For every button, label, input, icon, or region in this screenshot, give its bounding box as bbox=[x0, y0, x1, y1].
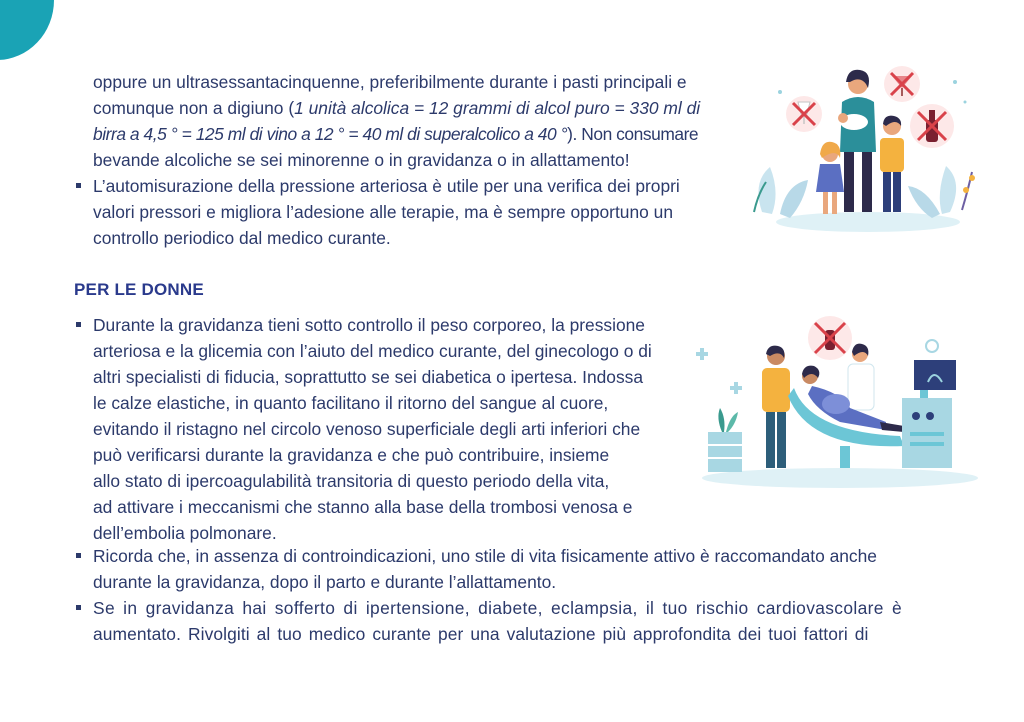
man-figure bbox=[762, 346, 790, 468]
bullet-icon bbox=[76, 322, 81, 327]
text-line: Ricorda che, in assenza di controindicazioni, uno stile di vita fisicamente attivo è raccomandato anche bbox=[93, 546, 877, 566]
text-line: altri specialisti di fiducia, soprattutto se sei diabetica o ipertesa. Indossa bbox=[93, 367, 644, 387]
text-line bbox=[93, 121, 729, 147]
women-section bbox=[74, 312, 699, 546]
text-line: arteriosa e la glicemia con l’aiuto del medico curante, del ginecologo o di bbox=[93, 341, 652, 361]
women-section-full bbox=[74, 543, 950, 647]
alcohol-unit-note: 1 unità alcolica = 12 grammi di alcol puro = 330 ml di bbox=[294, 98, 701, 118]
doctor-figure bbox=[848, 344, 874, 410]
no-alcohol-icon bbox=[808, 316, 852, 360]
no-bottle-icon bbox=[910, 104, 954, 148]
text-line: durante la gravidanza, dopo il parto e durante l’allattamento. bbox=[93, 572, 557, 592]
bullet-pregnancy-control bbox=[74, 312, 699, 546]
text-segment: ). Non consumare bbox=[567, 124, 699, 144]
bullet-cardio-risk bbox=[74, 595, 950, 647]
alcohol-paragraph bbox=[74, 69, 729, 173]
text-line bbox=[93, 95, 729, 121]
no-wine-icon bbox=[786, 96, 822, 132]
text-line: valori pressori e migliora l’adesione alle terapie, ma è sempre opportuno un bbox=[93, 202, 673, 222]
no-cocktail-icon bbox=[884, 66, 920, 102]
text-line: controllo periodico dal medico curante. bbox=[93, 228, 391, 248]
text-line: dell’embolia polmonare. bbox=[93, 523, 277, 543]
corner-decoration bbox=[0, 0, 54, 60]
section-heading: PER LE DONNE bbox=[74, 280, 204, 299]
bullet-icon bbox=[76, 183, 81, 188]
alcohol-unit-note-cont: birra a 4,5 ° = 125 ml di vino a 12 ° = 40 ml di superalcolico a 40 ° bbox=[93, 124, 568, 144]
text-line: L’automisurazione della pressione arteriosa è utile per una verifica dei propri bbox=[93, 176, 680, 196]
text-line: bevande alcoliche se sei minorenne o in gravidanza o in allattamento! bbox=[93, 150, 630, 170]
bullet-self-measurement bbox=[74, 173, 729, 251]
text-line: le calze elastiche, in quanto facilitano il ritorno del sangue al cuore, bbox=[93, 393, 609, 413]
bullet-icon bbox=[76, 553, 81, 558]
text-line: allo stato di ipercoagulabilità transitoria di questo periodo della vita, bbox=[93, 471, 610, 491]
bullet-icon bbox=[76, 605, 81, 610]
text-line: evitando il ristagno nel circolo venoso superficiale degli arti inferiori che bbox=[93, 419, 641, 439]
boy-figure bbox=[880, 116, 904, 212]
family-no-alcohol-illustration bbox=[750, 62, 980, 237]
pregnant-woman-ultrasound-illustration bbox=[690, 312, 980, 492]
text-line: Se in gravidanza hai sofferto di ipertensione, diabete, eclampsia, il tuo rischio cardiovascolare è bbox=[93, 598, 902, 618]
text-line: può verificarsi durante la gravidanza e che può contribuire, insieme bbox=[93, 445, 610, 465]
bullet-active-lifestyle bbox=[74, 543, 950, 595]
text-line: Durante la gravidanza tieni sotto controllo il peso corporeo, la pressione bbox=[93, 315, 645, 335]
ultrasound-machine bbox=[902, 340, 956, 468]
girl-figure bbox=[816, 142, 844, 214]
text-segment: comunque non a digiuno ( bbox=[93, 98, 295, 118]
text-line: oppure un ultrasessantacinquenne, preferibilmente durante i pasti principali e bbox=[93, 72, 687, 92]
top-text-section bbox=[74, 69, 729, 251]
text-line: aumentato. Rivolgiti al tuo medico curante per una valutazione più approfondita dei tuoi fattori di bbox=[93, 624, 869, 644]
text-line: ad attivare i meccanismi che stanno alla base della trombosi venosa e bbox=[93, 497, 633, 517]
